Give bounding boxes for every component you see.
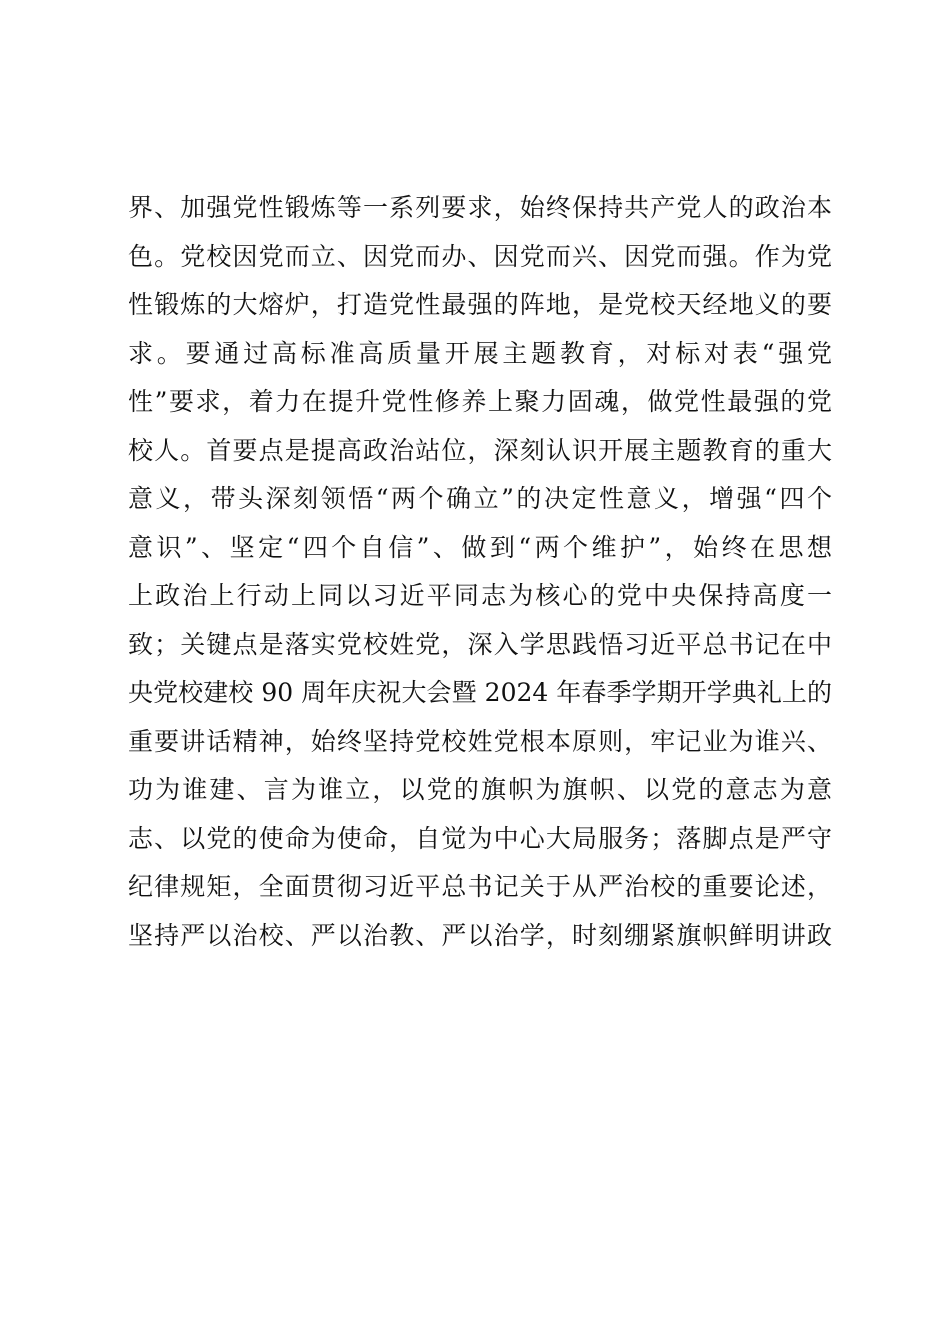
text-line: 求。要通过高标准高质量开展主题教育，对标对表“强党 [128,338,832,368]
text-line: 致；关键点是落实党校姓党，深入学思践悟习近平总书记在中 [128,629,832,659]
text-line: 重要讲话精神，始终坚持党校姓党根本原则，牢记业为谁兴、 [128,726,832,756]
text-line: 界、加强党性锻炼等一系列要求，始终保持共产党人的政治本 [128,193,832,222]
text-line: 志、以党的使命为使命，自觉为中心大局服务；落脚点是严守 [128,823,832,853]
text-line: 功为谁建、言为谁立，以党的旗帜为旗帜、以党的意志为意 [128,775,832,804]
body-paragraph [128,184,832,960]
text-line: 校人。首要点是提高政治站位，深刻认识开展主题教育的重大 [128,435,832,465]
text-line: 纪律规矩，全面贯彻习近平总书记关于从严治校的重要论述， [128,872,832,901]
text-line: 性”要求，着力在提升党性修养上聚力固魂，做党性最强的党 [128,387,832,416]
text-line: 意识”、坚定“四个自信”、做到“两个维护”，始终在思想 [128,532,832,562]
text-line: 坚持严以治校、严以治教、严以治学，时刻绷紧旗帜鲜明讲政 [128,920,832,950]
text-line: 上政治上行动上同以习近平同志为核心的党中央保持高度一 [128,581,832,610]
text-line: 意义，带头深刻领悟“两个确立”的决定性意义，增强“四个 [128,484,832,513]
text-line: 性锻炼的大熔炉，打造党性最强的阵地，是党校天经地义的要 [128,290,832,319]
text-line: 色。党校因党而立、因党而办、因党而兴、因党而强。作为党 [128,241,832,271]
text-line: 央党校建校 90 周年庆祝大会暨 2024 年春季学期开学典礼上的 [128,678,832,707]
